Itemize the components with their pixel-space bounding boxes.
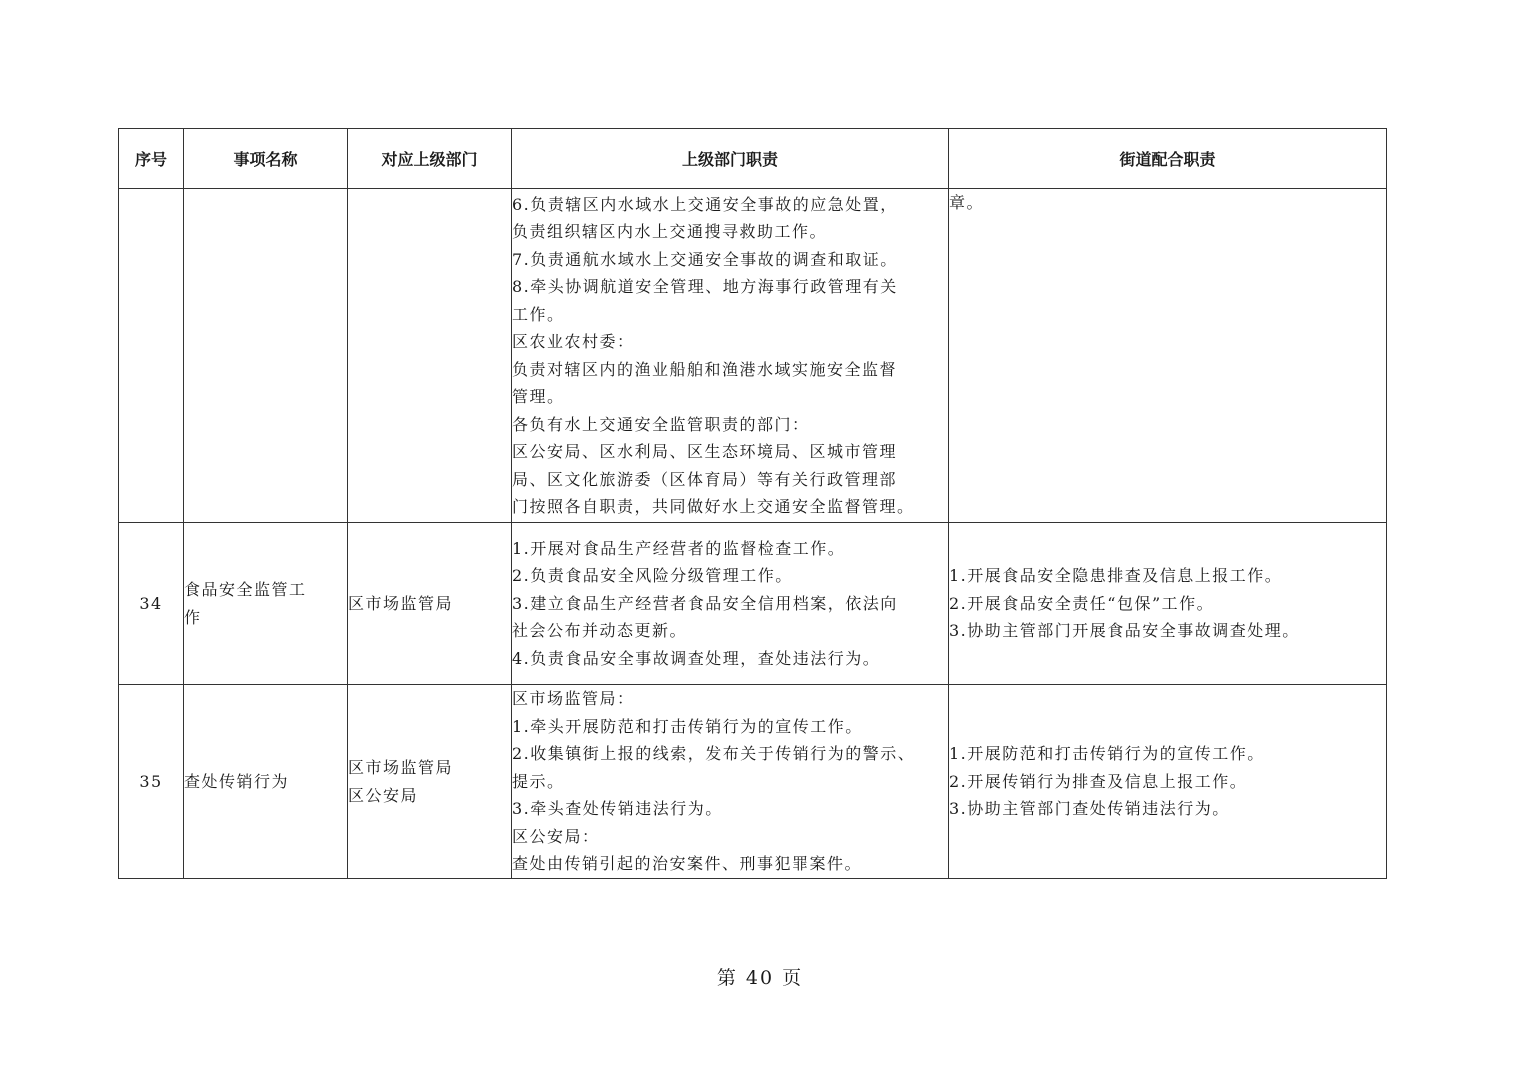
cell-line: 负责对辖区内的渔业船舶和渔港水域实施安全监督 xyxy=(512,359,898,379)
cell-street-duties xyxy=(949,523,1387,685)
cell-line: 查处由传销引起的治安案件、刑事犯罪案件。 xyxy=(512,854,863,874)
cell-seq: 34 xyxy=(119,523,184,685)
cell-line: 2.开展食品安全责任“包保”工作。 xyxy=(949,593,1215,613)
cell-line: 2.开展传销行为排查及信息上报工作。 xyxy=(949,771,1248,791)
cell-line: 区公安局 xyxy=(348,785,419,805)
header-street-duties: 街道配合职责 xyxy=(949,129,1387,189)
duty-table xyxy=(118,128,1387,879)
cell-line: 区市场监管局 xyxy=(348,758,454,777)
cell-line: 章。 xyxy=(949,193,985,212)
cell-line: 1.牵头开展防范和打击传销行为的宣传工作。 xyxy=(512,716,863,736)
cell-item-name xyxy=(184,523,348,685)
cell-line: 社会公布并动态更新。 xyxy=(512,621,688,641)
cell-upper-dept xyxy=(348,685,512,879)
page-number-value: 40 xyxy=(745,967,775,989)
table-row xyxy=(119,523,1387,685)
cell-line: 2.负责食品安全风险分级管理工作。 xyxy=(512,566,793,586)
cell-line: 区公安局、区水利局、区生态环境局、区城市管理 xyxy=(512,442,898,461)
cell-upper-dept xyxy=(348,189,512,523)
cell-upper-duties xyxy=(512,189,949,523)
cell-line: 3.牵头查处传销违法行为。 xyxy=(512,799,723,819)
page-prefix: 第 xyxy=(716,967,738,989)
cell-line: 区公安局： xyxy=(512,826,600,846)
cell-line: 区农业农村委： xyxy=(512,332,635,351)
cell-line: 4.负责食品安全事故调查处理，查处违法行为。 xyxy=(512,648,881,668)
cell-line: 6.负责辖区内水域水上交通安全事故的应急处置， xyxy=(512,194,898,214)
cell-upper-dept xyxy=(348,523,512,685)
header-upper-dept: 对应上级部门 xyxy=(348,129,512,189)
header-upper-dept-duties: 上级部门职责 xyxy=(512,129,949,189)
cell-line: 门按照各自职责，共同做好水上交通安全监督管理。 xyxy=(512,497,915,516)
cell-line: 区市场监管局 xyxy=(348,593,454,613)
table-row xyxy=(119,189,1387,523)
header-item-name: 事项名称 xyxy=(184,129,348,189)
cell-line: 工作。 xyxy=(512,304,565,324)
cell-line: 3.协助主管部门查处传销违法行为。 xyxy=(949,799,1230,819)
table-row xyxy=(119,685,1387,879)
cell-line: 8.牵头协调航道安全管理、地方海事行政管理有关 xyxy=(512,277,898,296)
page-number xyxy=(0,963,1520,990)
cell-street-duties xyxy=(949,189,1387,523)
cell-line: 管理。 xyxy=(512,387,565,406)
cell-street-duties xyxy=(949,685,1387,879)
cell-line: 1.开展对食品生产经营者的监督检查工作。 xyxy=(512,538,846,558)
cell-line: 负责组织辖区内水上交通搜寻救助工作。 xyxy=(512,222,828,241)
cell-item-name xyxy=(184,189,348,523)
cell-line: 3.协助主管部门开展食品安全事故调查处理。 xyxy=(949,621,1300,641)
header-seq: 序号 xyxy=(119,129,184,189)
cell-upper-duties xyxy=(512,523,949,685)
cell-line: 局、区文化旅游委（区体育局）等有关行政管理部 xyxy=(512,469,898,489)
cell-line: 2.收集镇街上报的线索，发布关于传销行为的警示、 xyxy=(512,744,916,764)
table-header-row xyxy=(119,129,1387,189)
cell-line: 各负有水上交通安全监管职责的部门： xyxy=(512,414,810,434)
cell-line: 区市场监管局： xyxy=(512,689,635,709)
cell-line: 食品安全监管工 xyxy=(184,580,307,599)
cell-line: 7.负责通航水域水上交通安全事故的调查和取证。 xyxy=(512,249,898,269)
cell-item-name xyxy=(184,685,348,879)
cell-line: 3.建立食品生产经营者食品安全信用档案，依法向 xyxy=(512,593,898,613)
cell-line: 1.开展食品安全隐患排查及信息上报工作。 xyxy=(949,566,1283,586)
cell-line: 查处传销行为 xyxy=(184,771,290,791)
page-suffix: 页 xyxy=(782,967,804,989)
cell-line: 1.开展防范和打击传销行为的宣传工作。 xyxy=(949,744,1265,764)
cell-line: 作 xyxy=(184,607,202,627)
cell-seq xyxy=(119,189,184,523)
cell-line: 提示。 xyxy=(512,771,565,791)
cell-upper-duties xyxy=(512,685,949,879)
cell-seq: 35 xyxy=(119,685,184,879)
